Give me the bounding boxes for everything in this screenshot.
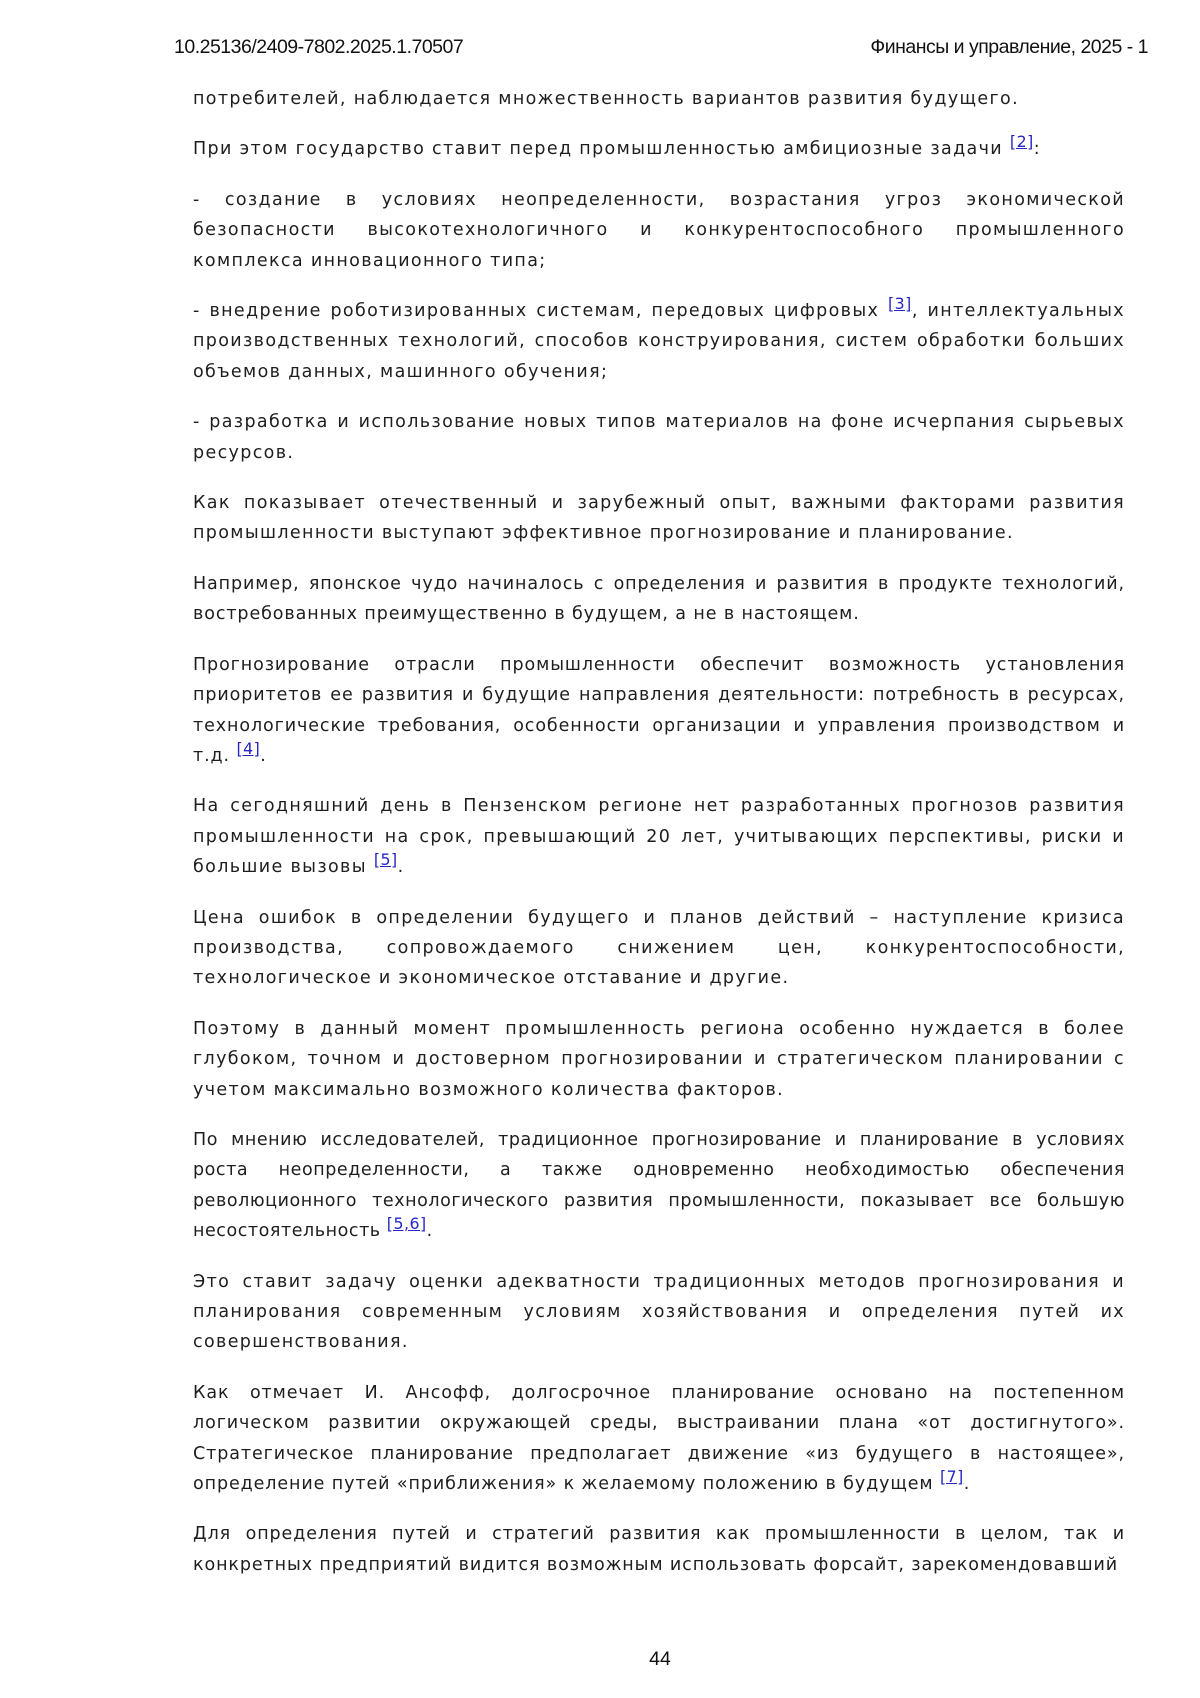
- citation-link[interactable]: [4]: [236, 738, 261, 758]
- list-item: - разработка и использование новых типов материалов на фоне исчерпания сырьевых ресурсов.: [193, 412, 1125, 463]
- journal-header: Финансы и управление, 2025 - 1: [870, 36, 1148, 58]
- list-item: - создание в условиях неопределенности, возрастания угроз экономической безопасности высокотехнологичного и конкурентоспособного промышленного комплекса инновационного типа;: [193, 189, 1125, 271]
- page-number: 44: [649, 1648, 671, 1670]
- citation-link[interactable]: [7]: [939, 1466, 964, 1486]
- paragraph: На сегодняшний день в Пензенском регионе нет разработанных прогнозов развития промышленности на срок, превышающий 20 лет, учитывающих перспективы, риски и большие вызовы [5].: [193, 796, 1125, 878]
- paragraph: Для определения путей и стратегий развития как промышленности в целом, так и конкретных предприятий видится возможным использовать форсайт, зарекомендовавший: [193, 1524, 1125, 1575]
- paragraph: Поэтому в данный момент промышленность региона особенно нуждается в более глубоком, точном и достоверном прогнозировании и стратегическом планировании с учетом максимально возможного количества факторов.: [193, 1018, 1125, 1100]
- paragraph: Как отмечает И. Ансофф, долгосрочное планирование основано на постепенном логическом развитии окружающей среды, выстраивании плана «от достигнутого». Стратегическое планирование предполагает движение «из будущего в настоящее», определение путей «приближения» к желаемому положению в будущем [7].: [193, 1382, 1125, 1495]
- paragraph: По мнению исследователей, традиционное прогнозирование и планирование в условиях роста неопределенности, а также одновременно необходимостью обеспечения революционного технологического развития промышленности, показывает все большую несостоятельность [5,6].: [193, 1129, 1125, 1242]
- article-body: [193, 84, 1125, 1580]
- paragraph: Это ставит задачу оценки адекватности традиционных методов прогнозирования и планирования современным условиям хозяйствования и определения путей их совершенствования.: [193, 1271, 1125, 1353]
- paragraph: При этом государство ставит перед промышленностью амбициозные задачи [2]:: [193, 132, 1041, 160]
- citation-link[interactable]: [3]: [888, 293, 912, 313]
- citation-link[interactable]: [2]: [1009, 132, 1034, 152]
- paragraph: Цена ошибок в определении будущего и планов действий – наступление кризиса производства, сопровождаемого снижением цен, конкурентоспособности, технологическое и экономическое отставание и другие.: [193, 907, 1125, 989]
- paragraph: Как показывает отечественный и зарубежный опыт, важными факторами развития промышленности выступают эффективное прогнозирование и планирование.: [193, 493, 1125, 544]
- citation-link[interactable]: [5]: [373, 850, 398, 870]
- paragraph: Например, японское чудо начиналось с определения и развития в продукте технологий, востребованных преимущественно в будущем, а не в настоящем.: [193, 573, 1125, 625]
- paragraph: потребителей, наблюдается множественность вариантов развития будущего.: [193, 89, 1019, 109]
- paragraph: Прогнозирование отрасли промышленности обеспечит возможность установления приоритетов ее развития и будущие направления деятельности: потребность в ресурсах, технологические требования, особенности организации и управления производством и т.д. [4].: [193, 654, 1125, 766]
- list-item: - внедрение роботизированных системам, передовых цифровых [3], интеллектуальных производственных технологий, способов конструирования, систем обработки больших объемов данных, машинного обучения;: [193, 293, 1125, 382]
- citation-link[interactable]: [5,6]: [386, 1214, 427, 1234]
- doi-header: 10.25136/2409-7802.2025.1.70507: [174, 36, 464, 58]
